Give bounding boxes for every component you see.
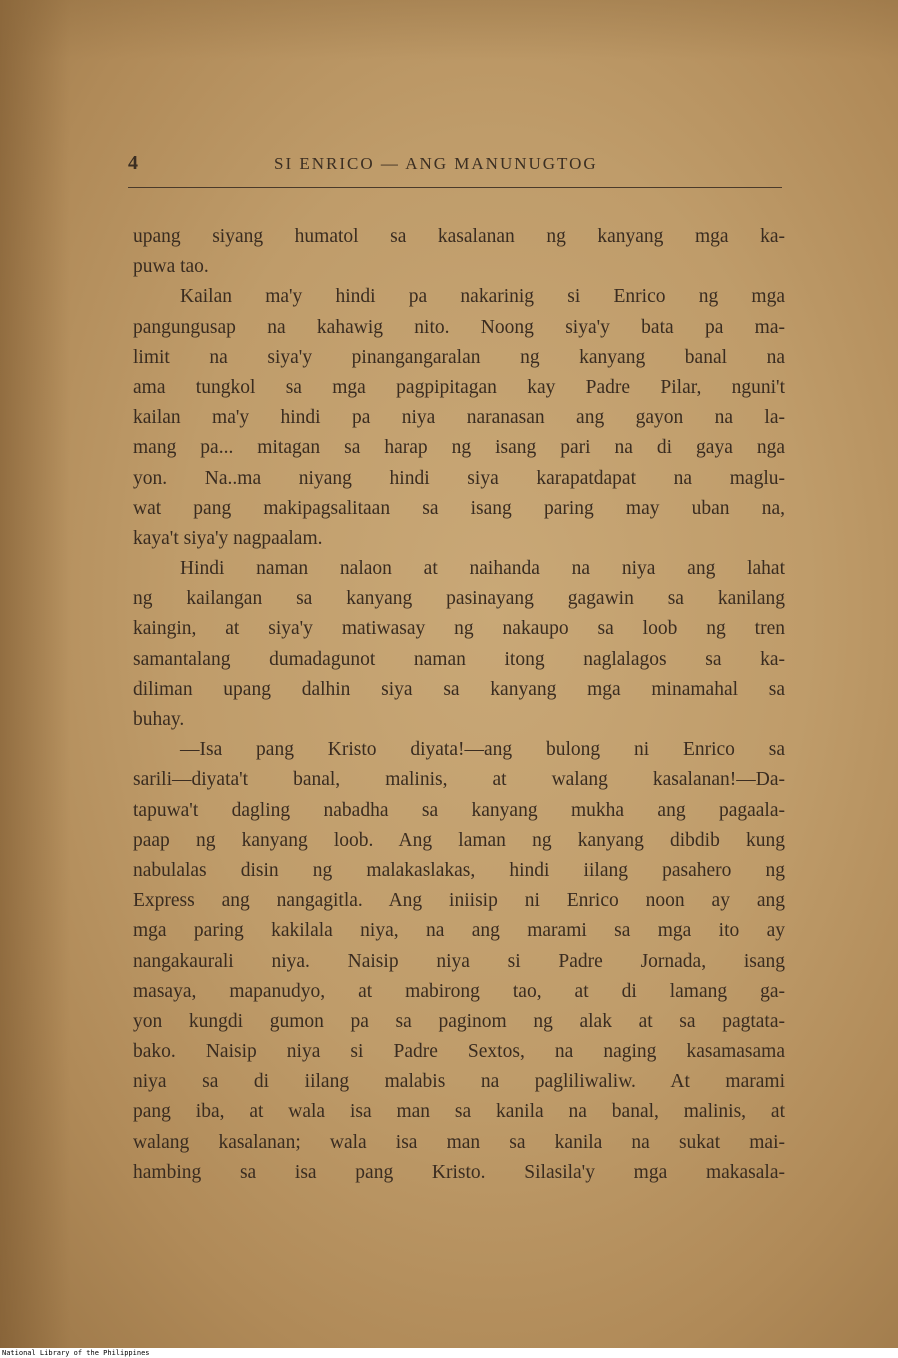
text-line: pangungusap na kahawig nito. Noong siya'y bata pa ma- [133, 316, 785, 338]
text-line: samantalang dumadagunot naman itong naglalagos sa ka- [133, 648, 785, 670]
text-line: nabulalas disin ng malakaslakas, hindi iilang pasahero ng [133, 859, 785, 881]
text-line: puwa tao. [133, 256, 209, 278]
text-line: wat pang makipagsalitaan sa isang paring may uban na, [133, 497, 785, 519]
text-line: bako. Naisip niya si Padre Sextos, na naging kasamasama [133, 1041, 785, 1063]
library-credit: National Library of the Philippines [2, 1349, 150, 1357]
text-line: masaya, mapanudyo, at mabirong tao, at di lamang ga- [133, 980, 785, 1002]
text-line: upang siyang humatol sa kasalanan ng kanyang mga ka- [133, 226, 785, 247]
text-line: mga paring kakilala niya, na ang marami sa mga ito ay [133, 920, 785, 942]
text-line: yon. Na..ma niyang hindi siya karapatdapat na maglu- [133, 467, 785, 489]
text-line: Hindi naman nalaon at naihanda na niya ang lahat [180, 558, 785, 580]
running-head [128, 152, 780, 180]
text-line: —Isa pang Kristo diyata!—ang bulong ni Enrico sa [180, 739, 785, 761]
text-line: pang iba, at wala isa man sa kanila na banal, malinis, at [133, 1101, 785, 1123]
text-line: diliman upang dalhin siya sa kanyang mga minamahal sa [133, 678, 785, 700]
text-line: hambing sa isa pang Kristo. Silasila'y mga makasala- [133, 1161, 785, 1183]
text-line: limit na siya'y pinangangaralan ng kanyang banal na [133, 346, 785, 368]
running-title: SI ENRICO — ANG MANUNUGTOG [274, 154, 598, 173]
page-number: 4 [128, 152, 138, 174]
body-text [133, 222, 785, 1188]
text-line: walang kasalanan; wala isa man sa kanila na sukat mai- [133, 1131, 785, 1153]
text-line: niya sa di iilang malabis na pagliliwaliw. At marami [133, 1071, 785, 1093]
text-line: ama tungkol sa mga pagpipitagan kay Padre Pilar, nguni't [133, 376, 785, 398]
text-line: kailan ma'y hindi pa niya naranasan ang gayon na la- [133, 407, 785, 429]
text-line: yon kungdi gumon pa sa paginom ng alak at sa pagtata- [133, 1010, 785, 1032]
text-line: Kailan ma'y hindi pa nakarinig si Enrico ng mga [180, 286, 785, 308]
text-line: kaingin, at siya'y matiwasay ng nakaupo sa loob ng tren [133, 618, 785, 640]
text-line: sarili—diyata't banal, malinis, at walang kasalanan!—Da- [133, 769, 785, 791]
text-line: tapuwa't dagling nabadha sa kanyang mukha ang pagaala- [133, 799, 785, 821]
text-line: buhay. [133, 709, 185, 730]
text-line: Express ang nangagitla. Ang iniisip ni Enrico noon ay ang [133, 890, 785, 912]
header-rule [128, 187, 782, 188]
text-line: kaya't siya'y nagpaalam. [133, 527, 323, 549]
text-line: mang pa... mitagan sa harap ng isang pari na di gaya nga [133, 437, 785, 459]
text-line: ng kailangan sa kanyang pasinayang gagawin sa kanilang [133, 588, 785, 610]
text-line: nangakaurali niya. Naisip niya si Padre Jornada, isang [133, 950, 785, 972]
text-line: paap ng kanyang loob. Ang laman ng kanyang dibdib kung [133, 829, 785, 851]
